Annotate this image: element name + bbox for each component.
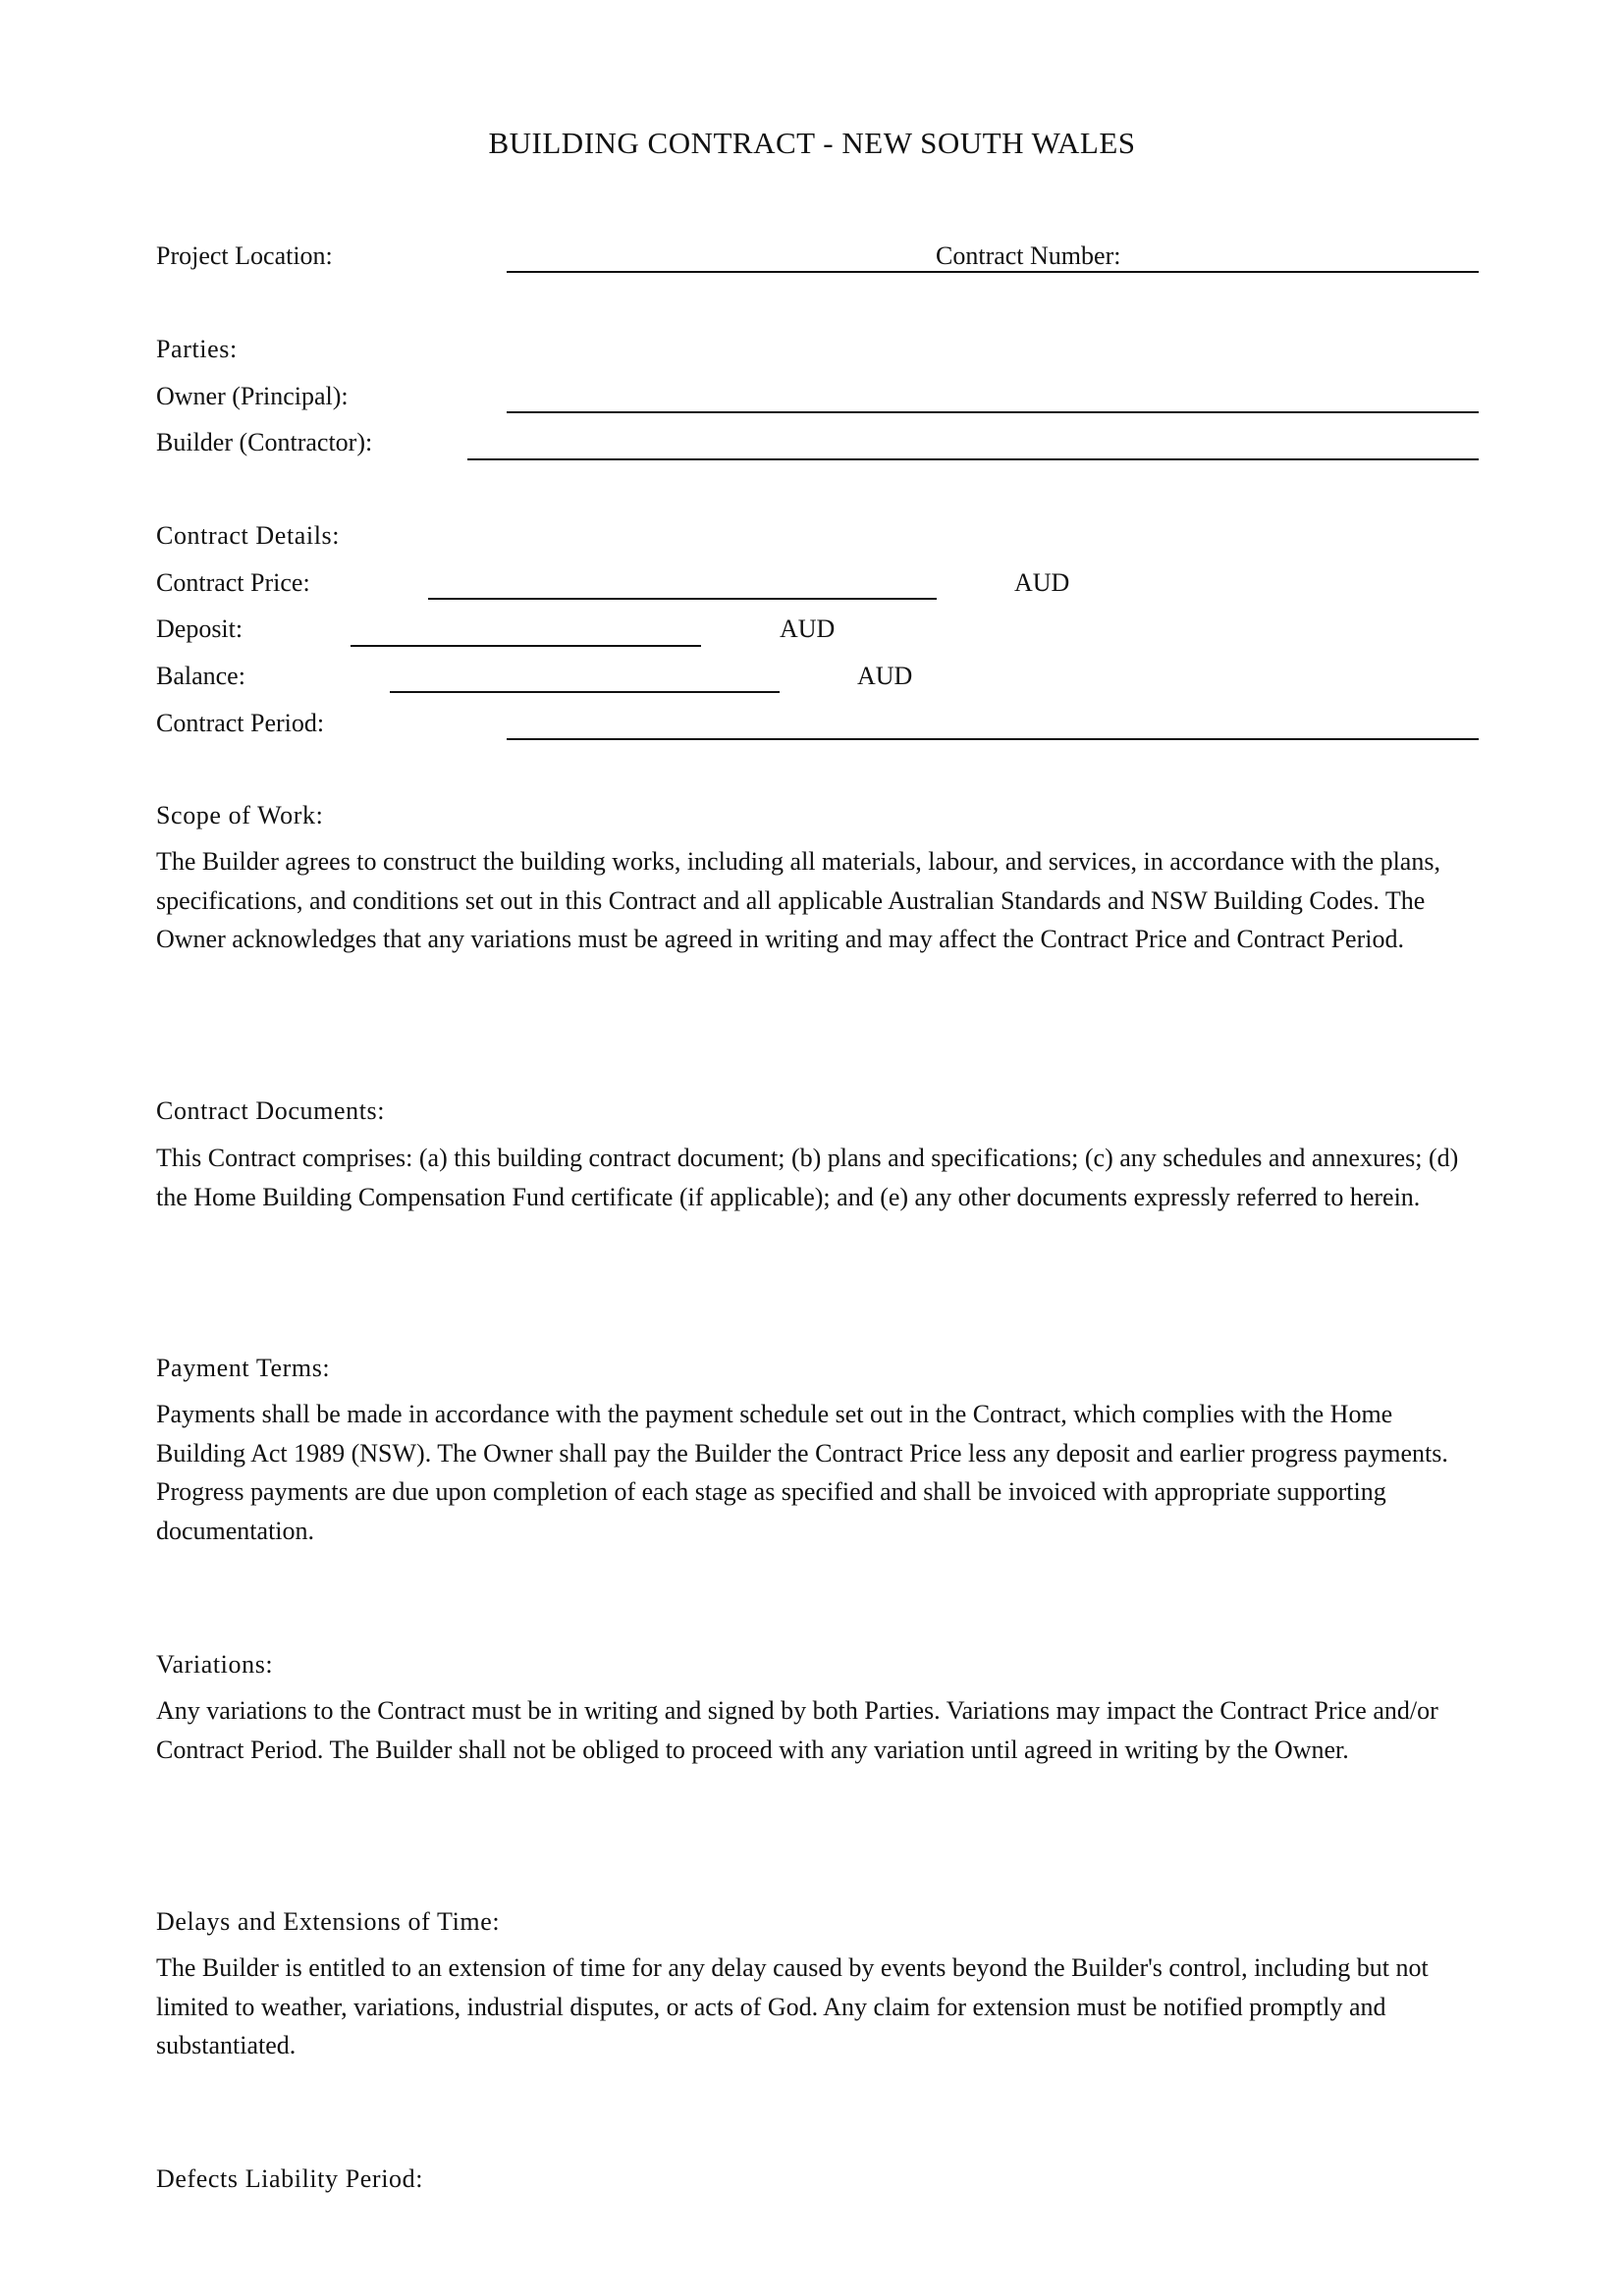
deposit-label: Deposit: — [156, 614, 244, 643]
payment-terms-text: Payments shall be made in accordance with the payment schedule set out in the Contract, which complies with the Home Building Act 1989 (NSW). The Owner shall pay the Builder the Contract Price less any deposit and earlier progress payments. Progress payments are due upon completion of each stage as specified and shall be invoiced with appropriate supporting documentation. — [156, 1400, 1448, 1545]
parties-heading: Parties: — [156, 335, 238, 363]
defects-liability-heading: Defects Liability Period: — [156, 2164, 424, 2193]
contract-details-heading: Contract Details: — [156, 521, 341, 550]
contract-price-currency: AUD — [1014, 568, 1070, 597]
deposit-field[interactable] — [351, 645, 701, 647]
owner-label: Owner (Principal): — [156, 382, 349, 410]
project-location-label: Project Location: — [156, 241, 333, 270]
delays-heading: Delays and Extensions of Time: — [156, 1907, 501, 1936]
payment-terms-heading: Payment Terms: — [156, 1354, 331, 1382]
document-title: BUILDING CONTRACT - NEW SOUTH WALES — [488, 126, 1136, 160]
contract-period-label: Contract Period: — [156, 709, 325, 737]
balance-field[interactable] — [390, 691, 780, 693]
scope-of-work-text: The Builder agrees to construct the building works, including all materials, labour, and services, in accordance with the plans, specifications, and conditions set out in this Contract and all applicable Australian Standards and NSW Building Codes. The Owner acknowledges that any variations must be agreed in writing and may affect the Contract Price and Contract Period. — [156, 847, 1440, 953]
owner-field[interactable] — [507, 411, 1479, 413]
variations-text: Any variations to the Contract must be in writing and signed by both Parties. Variations may impact the Contract Price and/or Contract Period. The Builder shall not be obliged to proceed with any variation until agreed in writing by the Owner. — [156, 1696, 1438, 1764]
contract-price-label: Contract Price: — [156, 568, 310, 597]
variations-heading: Variations: — [156, 1650, 274, 1679]
contract-period-field[interactable] — [507, 738, 1479, 740]
project-location-field[interactable] — [507, 271, 1479, 273]
deposit-currency: AUD — [780, 614, 836, 643]
contract-documents-text: This Contract comprises: (a) this building contract document; (b) plans and specifications; (c) any schedules and annexures; (d) the Home Building Compensation Fund certificate (if applicable); and (e) any other documents expressly referred to herein. — [156, 1144, 1459, 1211]
builder-field[interactable] — [467, 458, 1479, 460]
contract-number-label: Contract Number: — [936, 241, 1121, 270]
contract-documents-heading: Contract Documents: — [156, 1096, 386, 1125]
balance-currency: AUD — [857, 662, 913, 690]
delays-text: The Builder is entitled to an extension of time for any delay caused by events beyond the Builder's control, including but not limited to weather, variations, industrial disputes, or acts of God. Any claim for extension must be notified promptly and substantiated. — [156, 1953, 1429, 2059]
balance-label: Balance: — [156, 662, 245, 690]
builder-label: Builder (Contractor): — [156, 428, 373, 456]
scope-of-work-heading: Scope of Work: — [156, 801, 324, 829]
contract-price-field[interactable] — [428, 598, 937, 600]
